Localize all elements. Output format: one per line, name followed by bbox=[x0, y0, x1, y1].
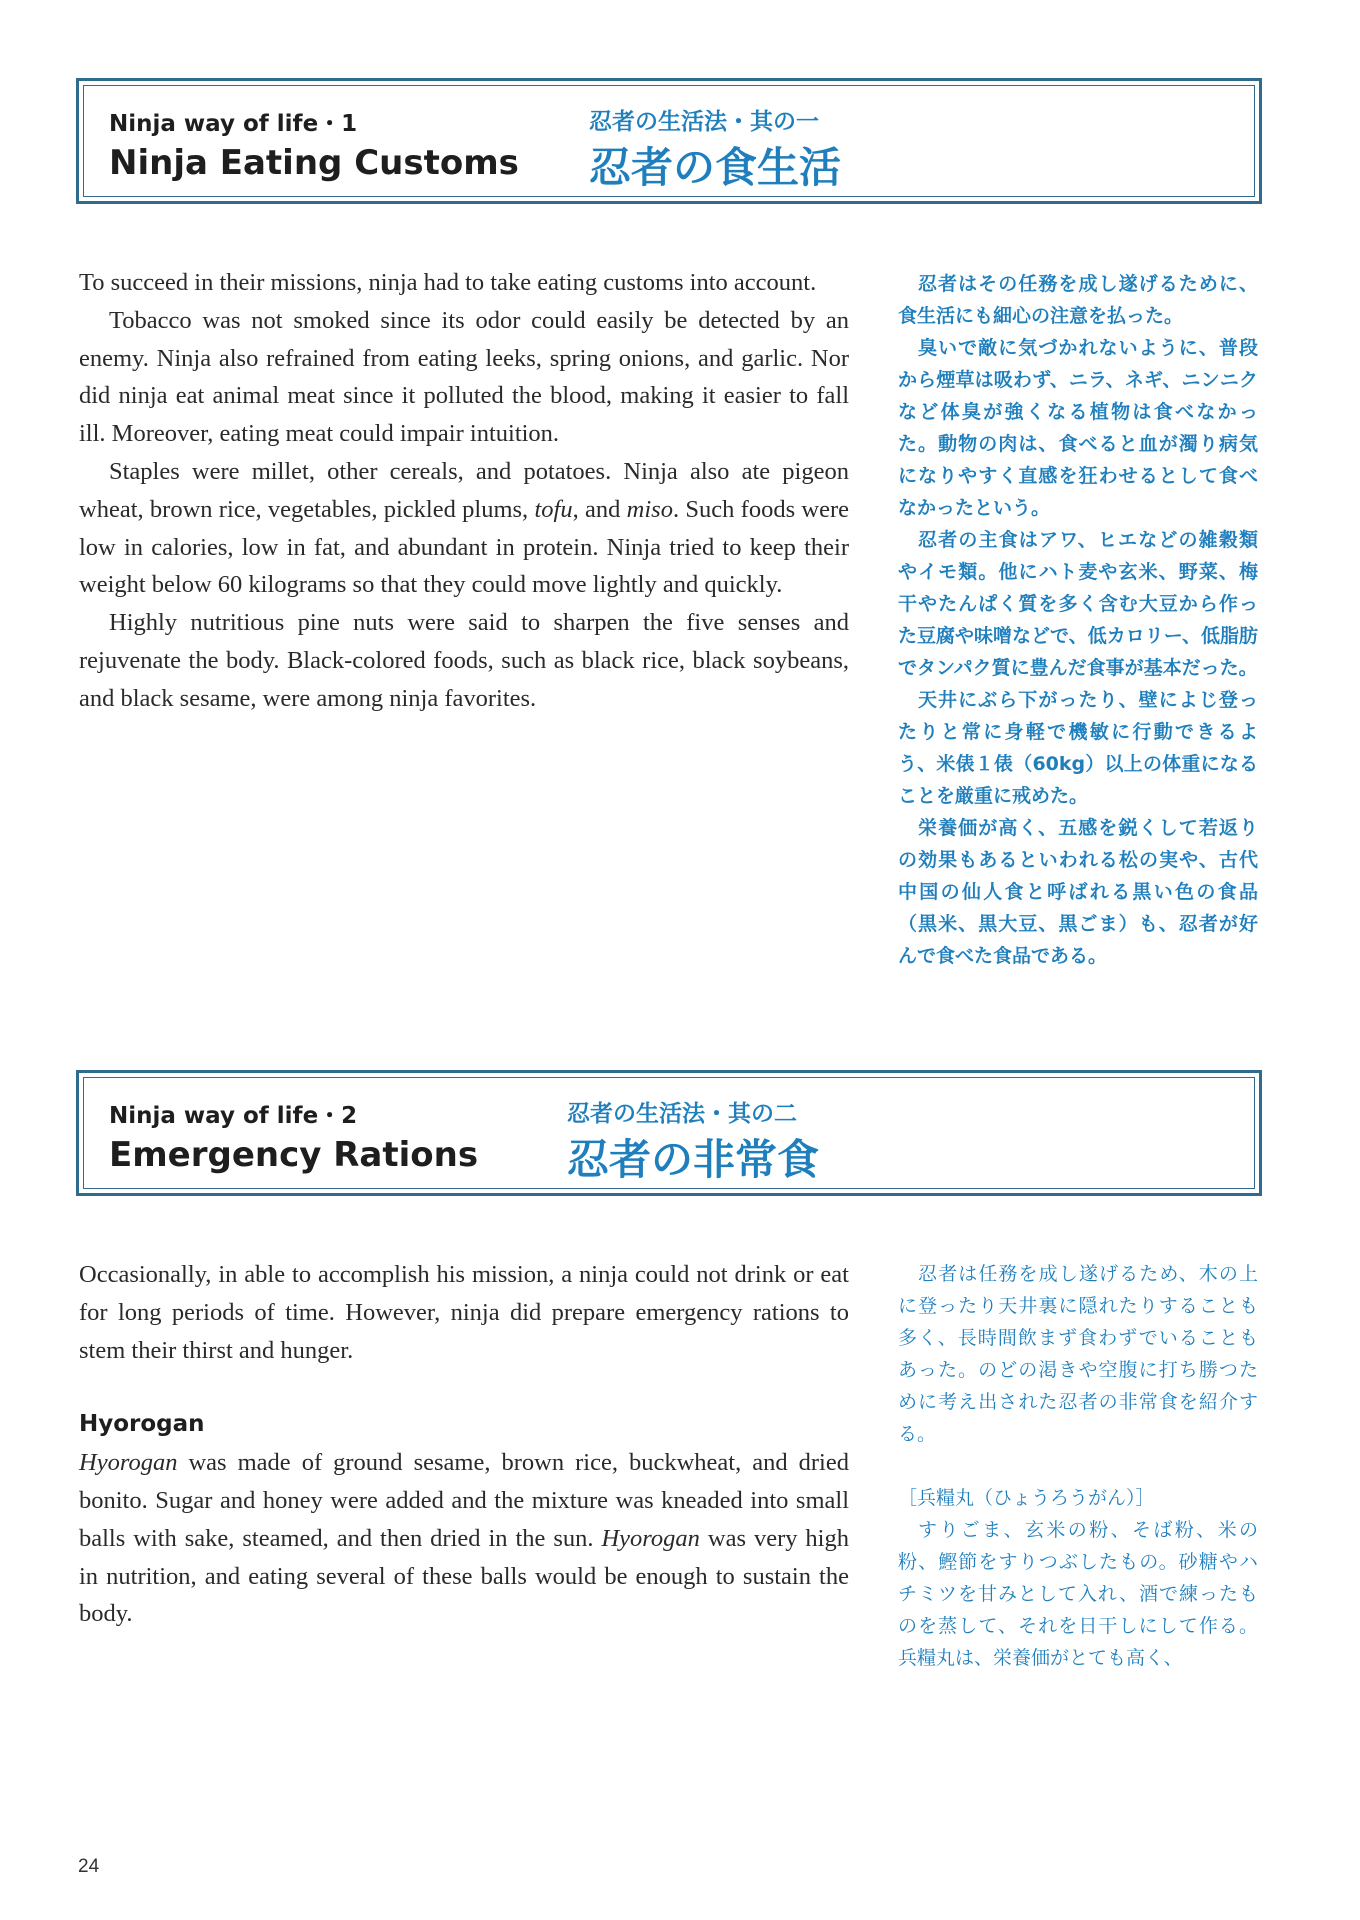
section2-en-intro: Occasionally, in able to accomplish his mission, a ninja could not drink or eat for long periods of time. However, ninja did prepare emergency rations to stem their thirst and hunger. bbox=[79, 1261, 849, 1364]
section1-en-paragraph: Highly nutritious pine nuts were said to sharpen the five senses and rejuvenate the body. Black-colored foods, such as black rice, black soybeans, and black sesame, were among ninja favorites. bbox=[79, 609, 849, 712]
hyorogan-term: Hyorogan bbox=[601, 1524, 700, 1552]
section1-en-body bbox=[79, 264, 849, 718]
section2-header bbox=[76, 1070, 1262, 1196]
hyorogan-subheading: Hyorogan bbox=[79, 1411, 205, 1438]
hyorogan-text-mid: was made of ground sesame, brown rice, buckwheat, and dried bonito. Sugar and honey were added and the mixture was kneaded into small balls with sake, steamed, and then dried in the sun. bbox=[79, 1449, 849, 1552]
section1-jp-paragraph: 臭いで敵に気づかれないように、普段から煙草は吸わず、ニラ、ネギ、ニンニクなど体臭が強くなる植物は食べなかった。動物の肉は、食べると血が濁り病気になりやすく直感を狂わせるとして食べなかったという。 bbox=[898, 337, 1258, 519]
section2-en-title: Emergency Rations bbox=[109, 1135, 479, 1175]
section1-en-paragraph: Tobacco was not smoked since its odor could easily be detected by an enemy. Ninja also refrained from eating leeks, spring onions, and garlic. Nor did ninja eat animal meat since it polluted the blood, making it easier to fall ill. Moreover, eating meat could impair intuition. bbox=[79, 306, 849, 448]
section1-en-paragraph bbox=[79, 453, 849, 604]
section1-jp-paragraph: 忍者の主食はアワ、ヒエなどの雑穀類やイモ類。他にハト麦や玄米、野菜、梅干やたんぱく質を多く含む大豆から作った豆腐や味噌などで、低カロリー、低脂肪でタンパク質に豊んだ食事が基本だった。 bbox=[898, 529, 1258, 679]
section1-en-p3-and: , and bbox=[572, 495, 627, 523]
hyorogan-paragraph bbox=[79, 1444, 849, 1633]
section1-header bbox=[76, 78, 1262, 204]
section2-jp-body bbox=[898, 1258, 1258, 1674]
section2-jp-title: 忍者の非常食 bbox=[567, 1135, 820, 1184]
miso-term: miso bbox=[626, 495, 673, 523]
section1-en-paragraph: To succeed in their missions, ninja had to take eating customs into account. bbox=[79, 269, 817, 296]
section2-jp-intro: 忍者は任務を成し遂げるため、木の上に登ったり天井裏に隠れたりすることも多く、長時間飲まず食わずでいることもあった。のどの渇きや空腹に打ち勝つために考え出された忍者の非常食を紹介する。 bbox=[898, 1263, 1258, 1445]
section1-en-subtitle: Ninja way of life・1 bbox=[109, 111, 358, 137]
section1-jp-title: 忍者の食生活 bbox=[589, 143, 842, 192]
section1-en-p3-rest: . Such foods were low in calories, low in fat, and abundant in protein. Ninja tried to keep their weight below 60 kilograms so that they could move lightly and quickly. bbox=[79, 495, 849, 599]
section1-jp-paragraph: 栄養価が高く、五感を鋭くして若返りの効果もあるといわれる松の実や、古代中国の仙人食と呼ばれる黒い色の食品（黒米、黒大豆、黒ごま）も、忍者が好んで食べた食品である。 bbox=[898, 817, 1258, 967]
page-number: 24 bbox=[78, 1856, 100, 1877]
section1-jp-paragraph: 天井にぶら下がったり、壁によじ登ったりと常に身軽で機敏に行動できるよう、米俵１俵（60kg）以上の体重になることを厳重に戒めた。 bbox=[898, 689, 1258, 807]
section1-en-p3-text: Staples were millet, other cereals, and potatoes. Ninja also ate pigeon wheat, brown rice, vegetables, pickled plums, bbox=[79, 457, 849, 523]
section2-jp-subheading: ［兵糧丸（ひょうろうがん）］ bbox=[898, 1487, 1155, 1509]
tofu-term: tofu bbox=[534, 495, 573, 523]
section1-jp-paragraph: 忍者はその任務を成し遂げるために、食生活にも細心の注意を払った。 bbox=[898, 273, 1258, 327]
section2-jp-hyorogan: すりごま、玄米の粉、そば粉、米の粉、鰹節をすりつぶしたもの。砂糖やハチミツを甘みとして入れ、酒で練ったものを蒸して、それを日干しにして作る。兵糧丸は、栄養価がとても高く、 bbox=[898, 1519, 1258, 1669]
section1-jp-body bbox=[898, 268, 1258, 972]
section1-jp-subtitle: 忍者の生活法・其の一 bbox=[589, 108, 819, 135]
section2-jp-subtitle: 忍者の生活法・其の二 bbox=[567, 1100, 797, 1127]
section2-en-body bbox=[79, 1256, 849, 1633]
section2-en-subtitle: Ninja way of life・2 bbox=[109, 1103, 358, 1129]
section1-en-title: Ninja Eating Customs bbox=[109, 143, 519, 183]
hyorogan-text-end: was very high in nutrition, and eating several of these balls would be enough to sustain the body. bbox=[79, 1524, 849, 1628]
hyorogan-term: Hyorogan bbox=[79, 1449, 178, 1477]
